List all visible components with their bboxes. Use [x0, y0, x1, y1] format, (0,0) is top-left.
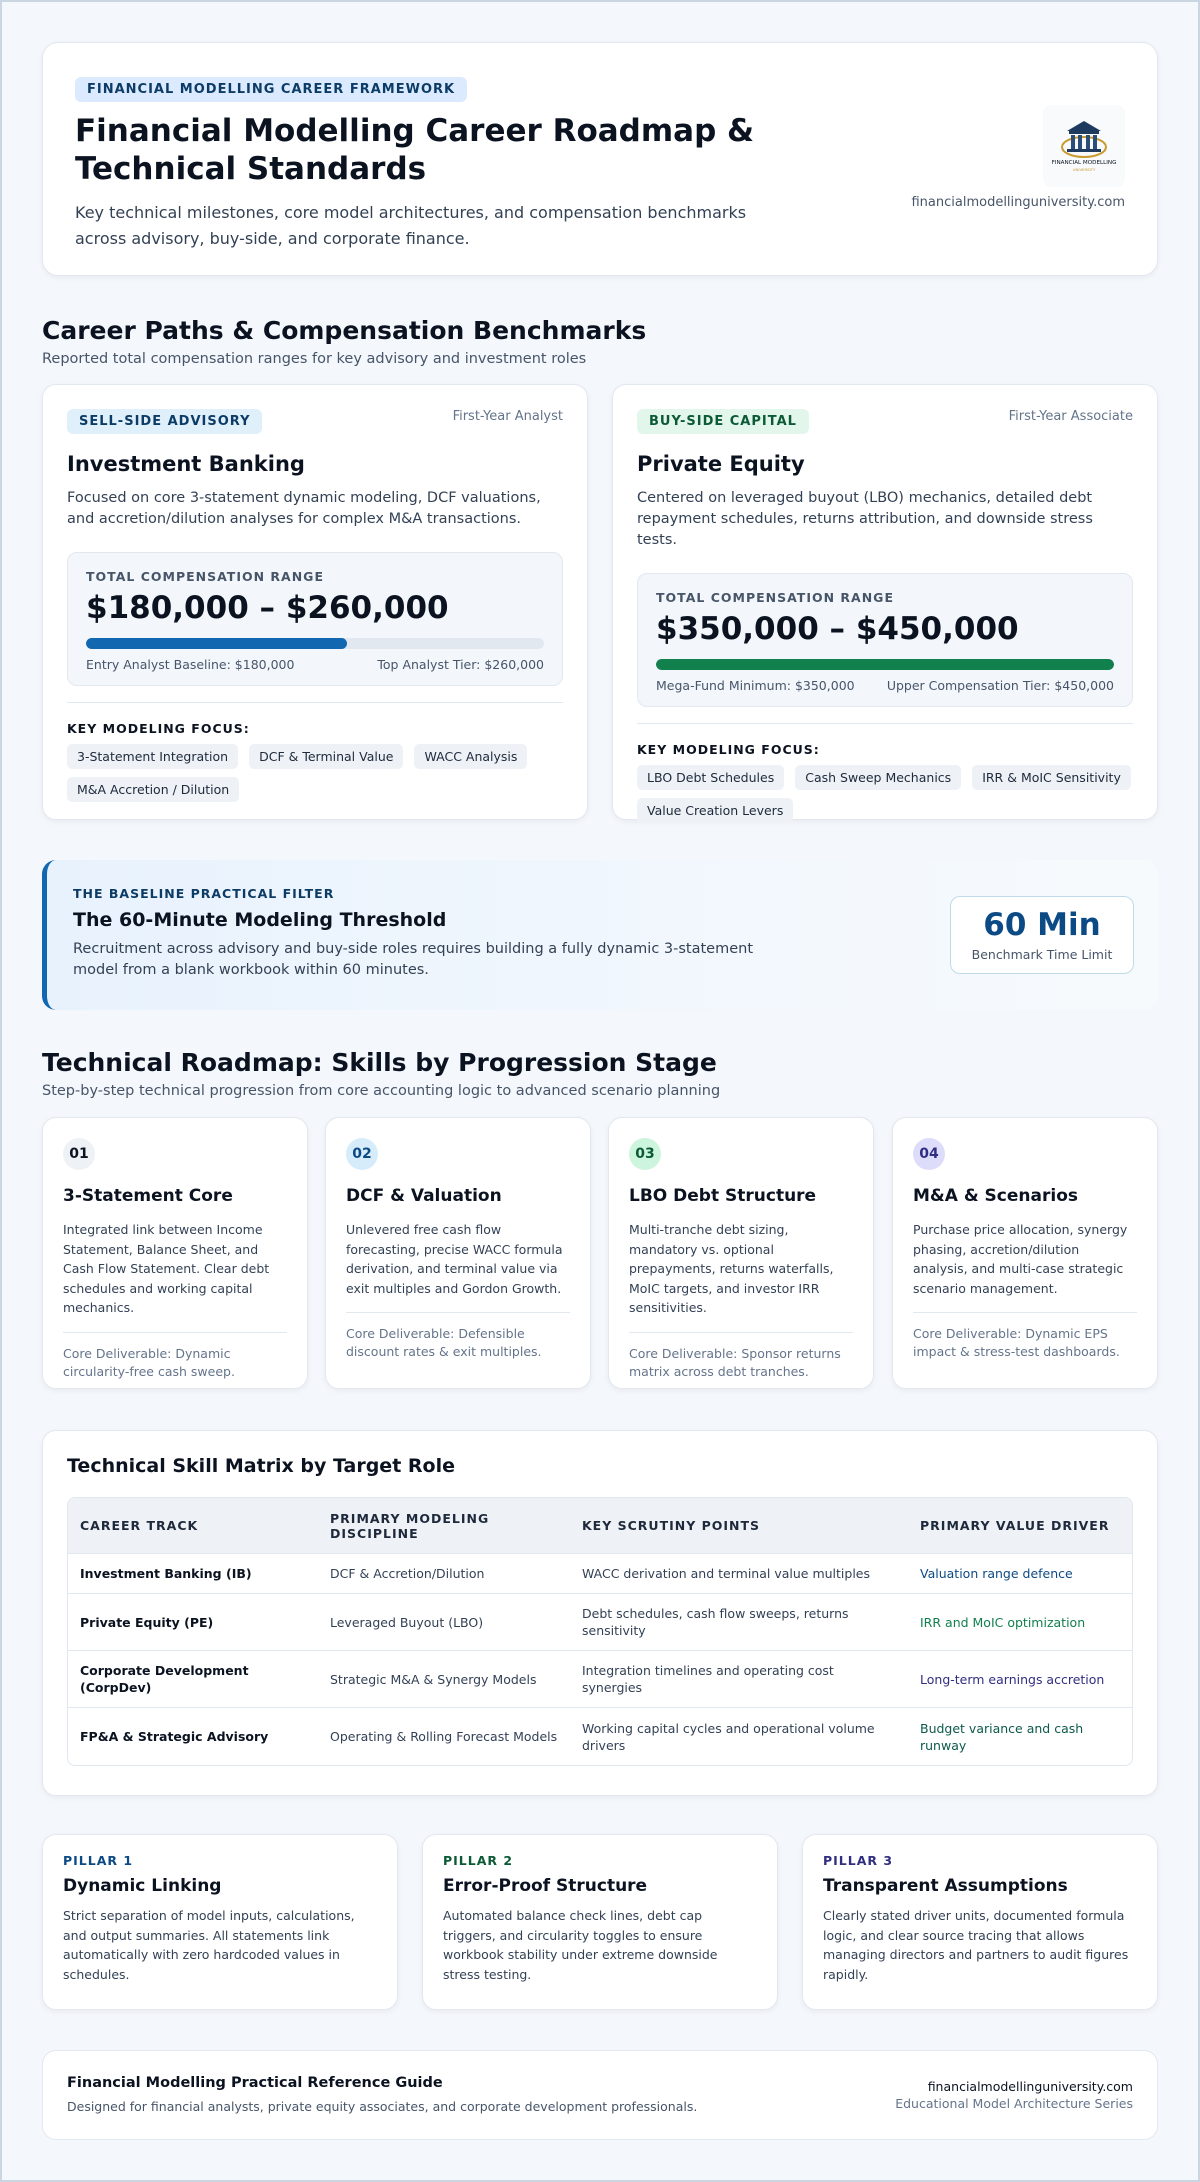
table-row	[68, 1554, 1132, 1594]
pillar-title: Error-Proof Structure	[443, 1876, 648, 1896]
roadmap-subtitle: Step-by-step technical progression from core accounting logic to advanced scenario planning	[42, 1083, 721, 1099]
career-section-header	[42, 316, 1158, 367]
career-section-subtitle: Reported total compensation ranges for key advisory and investment roles	[42, 351, 587, 367]
pillar-title: Transparent Assumptions	[823, 1876, 1068, 1896]
pillar-kicker: PILLAR 3	[823, 1853, 894, 1868]
matrix-header: PRIMARY VALUE DRIVER	[908, 1498, 1132, 1554]
career-role: Investment Banking	[67, 452, 305, 476]
career-level: First-Year Analyst	[452, 409, 563, 424]
pillar-card	[802, 1834, 1158, 2010]
stage-number: 03	[629, 1138, 661, 1170]
cell-driver: Budget variance and cash runway	[920, 1720, 1084, 1753]
threshold-title: The 60-Minute Modeling Threshold	[73, 909, 447, 931]
matrix-header: PRIMARY MODELING DISCIPLINE	[318, 1498, 570, 1554]
compensation-label: TOTAL COMPENSATION RANGE	[656, 590, 894, 605]
stage-deliverable: Core Deliverable: Sponsor returns matrix across debt tranches.	[629, 1332, 853, 1381]
page-title: Financial Modelling Career Roadmap & Technical Standards	[75, 113, 755, 187]
career-card-investment-banking	[42, 384, 588, 820]
footer-series: Educational Model Architecture Series	[895, 2096, 1133, 2111]
focus-chip: M&A Accretion / Dilution	[67, 777, 239, 802]
cell-scrutiny: Debt schedules, cash flow sweeps, returns sensitivity	[570, 1594, 908, 1651]
cell-scrutiny: Integration timelines and operating cost synergies	[570, 1651, 908, 1708]
matrix-title: Technical Skill Matrix by Target Role	[67, 1455, 455, 1477]
roadmap-title: Technical Roadmap: Skills by Progression Stage	[42, 1048, 717, 1077]
focus-chips	[637, 765, 1133, 823]
stage-title: 3-Statement Core	[63, 1186, 233, 1206]
compensation-bar	[86, 638, 544, 649]
matrix-header: KEY SCRUTINY POINTS	[570, 1498, 908, 1554]
cell-role: Corporate Development (CorpDev)	[68, 1651, 318, 1708]
focus-chip: LBO Debt Schedules	[637, 765, 784, 790]
career-description: Focused on core 3-statement dynamic modeling, DCF valuations, and accretion/dilution analyses for complex M&A transactions.	[67, 490, 541, 527]
cell-discipline: Strategic M&A & Synergy Models	[318, 1651, 570, 1708]
pillar-body: Clearly stated driver units, documented formula logic, and clear source tracing that allows managing directors and partners to audit figures rapidly.	[823, 1908, 1129, 1982]
cell-role: FP&A & Strategic Advisory	[80, 1729, 269, 1744]
table-row	[68, 1651, 1132, 1708]
skill-matrix-table	[67, 1497, 1133, 1766]
compensation-bar-fill	[656, 659, 1114, 670]
pillar-card	[42, 1834, 398, 2010]
threshold-banner	[42, 860, 1158, 1010]
career-section-title: Career Paths & Compensation Benchmarks	[42, 316, 647, 345]
focus-chips	[67, 744, 563, 802]
site-url: financialmodellinguniversity.com	[911, 195, 1125, 210]
stage-card	[325, 1117, 591, 1389]
compensation-box	[67, 552, 563, 686]
time-limit-label: Benchmark Time Limit	[971, 947, 1113, 962]
compensation-low: Mega-Fund Minimum: $350,000	[656, 678, 855, 693]
svg-text:FINANCIAL MODELLING: FINANCIAL MODELLING	[1051, 160, 1117, 166]
roadmap-section-header	[42, 1048, 1158, 1099]
pillar-title: Dynamic Linking	[63, 1876, 222, 1896]
compensation-bar-fill	[86, 638, 347, 649]
footer	[42, 2050, 1158, 2140]
time-limit-value: 60 Min	[983, 907, 1101, 943]
logo	[1043, 105, 1125, 187]
stage-title: DCF & Valuation	[346, 1186, 502, 1206]
footer-subtitle: Designed for financial analysts, private equity associates, and corporate development professionals.	[67, 2099, 698, 2114]
career-card-private-equity	[612, 384, 1158, 820]
cell-driver: IRR and MoIC optimization	[908, 1594, 1132, 1651]
cell-discipline: Leveraged Buyout (LBO)	[318, 1594, 570, 1651]
svg-text:UNIVERSITY: UNIVERSITY	[1072, 167, 1096, 172]
threshold-body: Recruitment across advisory and buy-side roles requires building a fully dynamic 3-statement model from a blank workbook within 60 minutes.	[73, 941, 754, 978]
focus-chip: IRR & MoIC Sensitivity	[972, 765, 1131, 790]
compensation-range: $350,000 – $450,000	[656, 611, 1019, 647]
page-lead: Key technical milestones, core model architectures, and compensation benchmarks across advisory, buy-side, and corporate finance.	[75, 203, 747, 248]
stage-deliverable: Core Deliverable: Dynamic EPS impact & stress-test dashboards.	[913, 1312, 1137, 1361]
cell-scrutiny: WACC derivation and terminal value multiples	[570, 1554, 908, 1594]
stage-card	[892, 1117, 1158, 1389]
time-limit-box	[950, 896, 1134, 974]
stage-body: Purchase price allocation, synergy phasing, accretion/dilution analysis, and multi-case strategic scenario management.	[913, 1222, 1128, 1296]
stage-deliverable: Core Deliverable: Dynamic circularity-free cash sweep.	[63, 1332, 287, 1381]
stage-title: M&A & Scenarios	[913, 1186, 1078, 1206]
compensation-box	[637, 573, 1133, 707]
matrix-header: CAREER TRACK	[68, 1498, 318, 1554]
table-row	[68, 1594, 1132, 1651]
stage-deliverable: Core Deliverable: Defensible discount rates & exit multiples.	[346, 1312, 570, 1361]
stage-card	[608, 1117, 874, 1389]
framework-kicker: FINANCIAL MODELLING CAREER FRAMEWORK	[75, 77, 467, 102]
pillar-card	[422, 1834, 778, 2010]
cell-role: Investment Banking (IB)	[68, 1554, 318, 1594]
cell-discipline: Operating & Rolling Forecast Models	[330, 1729, 558, 1744]
cell-discipline: DCF & Accretion/Dilution	[318, 1554, 570, 1594]
header-card	[42, 42, 1158, 276]
career-role: Private Equity	[637, 452, 805, 476]
focus-chip: DCF & Terminal Value	[249, 744, 403, 769]
focus-chip: 3-Statement Integration	[67, 744, 238, 769]
compensation-low: Entry Analyst Baseline: $180,000	[86, 657, 295, 672]
footer-title: Financial Modelling Practical Reference Guide	[67, 2075, 443, 2091]
cell-role: Private Equity (PE)	[68, 1594, 318, 1651]
pillar-body: Strict separation of model inputs, calculations, and output summaries. All statements link automatically with zero hardcoded values in schedules.	[63, 1908, 355, 1982]
cell-driver: Valuation range defence	[908, 1554, 1132, 1594]
stage-card	[42, 1117, 308, 1389]
stage-number: 02	[346, 1138, 378, 1170]
compensation-high: Top Analyst Tier: $260,000	[377, 657, 544, 672]
pillar-body: Automated balance check lines, debt cap triggers, and circularity toggles to ensure workbook stability under extreme downside stress testing.	[443, 1908, 718, 1982]
focus-chip: WACC Analysis	[414, 744, 527, 769]
career-description: Centered on leveraged buyout (LBO) mechanics, detailed debt repayment schedules, returns attribution, and downside stress tests.	[637, 490, 1093, 548]
stage-number: 01	[63, 1138, 95, 1170]
stage-title: LBO Debt Structure	[629, 1186, 817, 1206]
pillar-kicker: PILLAR 1	[63, 1853, 134, 1868]
table-row	[68, 1708, 1132, 1765]
career-badge: BUY-SIDE CAPITAL	[637, 409, 809, 434]
career-badge: SELL-SIDE ADVISORY	[67, 409, 262, 434]
skill-matrix-card	[42, 1430, 1158, 1796]
cell-scrutiny: Working capital cycles and operational volume drivers	[582, 1720, 875, 1753]
compensation-label: TOTAL COMPENSATION RANGE	[86, 569, 324, 584]
compensation-range: $180,000 – $260,000	[86, 590, 449, 626]
compensation-bar	[656, 659, 1114, 670]
stage-body: Multi-tranche debt sizing, mandatory vs. optional prepayments, returns waterfalls, MoIC targets, and investor IRR sensitivities.	[629, 1222, 834, 1315]
stage-body: Unlevered free cash flow forecasting, precise WACC formula derivation, and terminal value via exit multiples and Gordon Growth.	[346, 1222, 563, 1296]
career-level: First-Year Associate	[1008, 409, 1133, 424]
focus-chip: Value Creation Levers	[637, 798, 793, 823]
pillar-kicker: PILLAR 2	[443, 1853, 514, 1868]
focus-label: KEY MODELING FOCUS:	[637, 742, 820, 757]
stage-body: Integrated link between Income Statement, Balance Sheet, and Cash Flow Statement. Clear debt schedules and working capital mechanics.	[63, 1222, 270, 1315]
university-logo-icon	[1049, 111, 1119, 181]
focus-chip: Cash Sweep Mechanics	[795, 765, 961, 790]
compensation-high: Upper Compensation Tier: $450,000	[886, 678, 1114, 693]
footer-site[interactable]: financialmodellinguniversity.com	[927, 2079, 1133, 2094]
focus-label: KEY MODELING FOCUS:	[67, 721, 250, 736]
cell-driver: Long-term earnings accretion	[908, 1651, 1132, 1708]
threshold-kicker: THE BASELINE PRACTICAL FILTER	[73, 886, 335, 901]
stage-number: 04	[913, 1138, 945, 1170]
